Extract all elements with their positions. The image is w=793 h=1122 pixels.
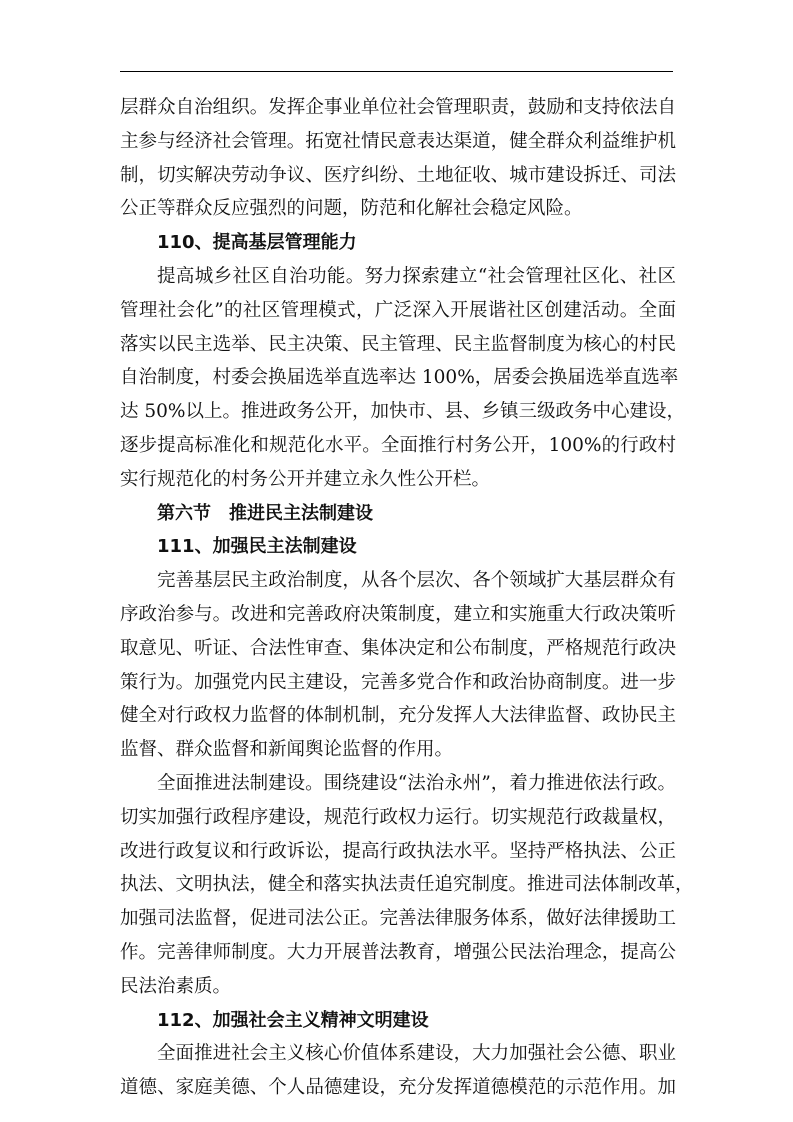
paragraph-first-line: 全面推进社会主义核心价值体系建设，大力加强社会公德、职业 — [157, 1043, 676, 1065]
paragraph-last-line: 监督、群众监督和新闻舆论监督的作用。 — [120, 739, 454, 761]
paragraph-line: 健全对行政权力监督的体制机制，充分发挥人大法律监督、政协民主 — [120, 705, 676, 727]
paragraph-last-line: 公正等群众反应强烈的问题，防范和化解社会稳定风险。 — [120, 198, 583, 220]
paragraph-line: 取意见、听证、合法性审查、集体决定和公布制度，严格规范行政决 — [120, 637, 676, 659]
paragraph-line: 落实以民主选举、民主决策、民主管理、民主监督制度为核心的村民 — [120, 333, 676, 355]
paragraph-line: 序政治参与。改进和完善政府决策制度，建立和实施重大行政决策听 — [120, 603, 676, 625]
paragraph-line: 制，切实解决劳动争议、医疗纠纷、土地征收、城市建设拆迁、司法 — [120, 164, 676, 186]
paragraph-line: 切实加强行政程序建设，规范行政权力运行。切实规范行政裁量权， — [120, 806, 676, 828]
paragraph-line: 逐步提高标准化和规范化水平。全面推行村务公开，100%的行政村 — [120, 434, 676, 456]
paragraph-line: 策行为。加强党内民主建设，完善多党合作和政治协商制度。进一步 — [120, 671, 676, 693]
paragraph-first-line: 提高城乡社区自治功能。努力探索建立“社会管理社区化、社区 — [157, 265, 676, 287]
paragraph-last-line: 实行规范化的村务公开并建立永久性公开栏。 — [120, 468, 491, 490]
paragraph-line: 主参与经济社会管理。拓宽社情民意表达渠道，健全群众利益维护机 — [120, 130, 676, 152]
section-heading: 111、加强民主法制建设 — [157, 536, 357, 558]
section-heading: 110、提高基层管理能力 — [157, 232, 357, 254]
document-body — [120, 91, 694, 1105]
paragraph-first-line: 完善基层民主政治制度，从各个层次、各个领域扩大基层群众有 — [157, 570, 676, 592]
section-heading: 112、加强社会主义精神文明建设 — [157, 1009, 429, 1031]
paragraph-line: 自治制度，村委会换届选举直选率达 100%，居委会换届选举直选率 — [120, 367, 679, 389]
paragraph-line: 作。完善律师制度。大力开展普法教育，增强公民法治理念，提高公 — [120, 941, 676, 963]
paragraph-line: 执法、文明执法，健全和落实执法责任追究制度。推进司法体制改革， — [120, 874, 694, 896]
paragraph-first-line: 全面推进法制建设。围绕建设“法治永州”，着力推进依法行政。 — [157, 772, 676, 794]
paragraph-last-line: 民法治素质。 — [120, 975, 232, 997]
paragraph-line: 道德、家庭美德、个人品德建设，充分发挥道德模范的示范作用。加 — [120, 1077, 676, 1099]
paragraph-line: 加强司法监督，促进司法公正。完善法律服务体系，做好法律援助工 — [120, 908, 676, 930]
paragraph-line: 达 50%以上。推进政务公开，加快市、县、乡镇三级政务中心建设， — [120, 401, 686, 423]
section-heading: 第六节 推进民主法制建设 — [157, 502, 373, 524]
paragraph-line: 层群众自治组织。发挥企事业单位社会管理职责，鼓励和支持依法自 — [120, 97, 676, 118]
paragraph-line: 管理社会化”的社区管理模式，广泛深入开展谐社区创建活动。全面 — [120, 299, 676, 321]
paragraph-line: 改进行政复议和行政诉讼，提高行政执法水平。坚持严格执法、公正 — [120, 840, 676, 862]
header-rule — [120, 71, 673, 72]
